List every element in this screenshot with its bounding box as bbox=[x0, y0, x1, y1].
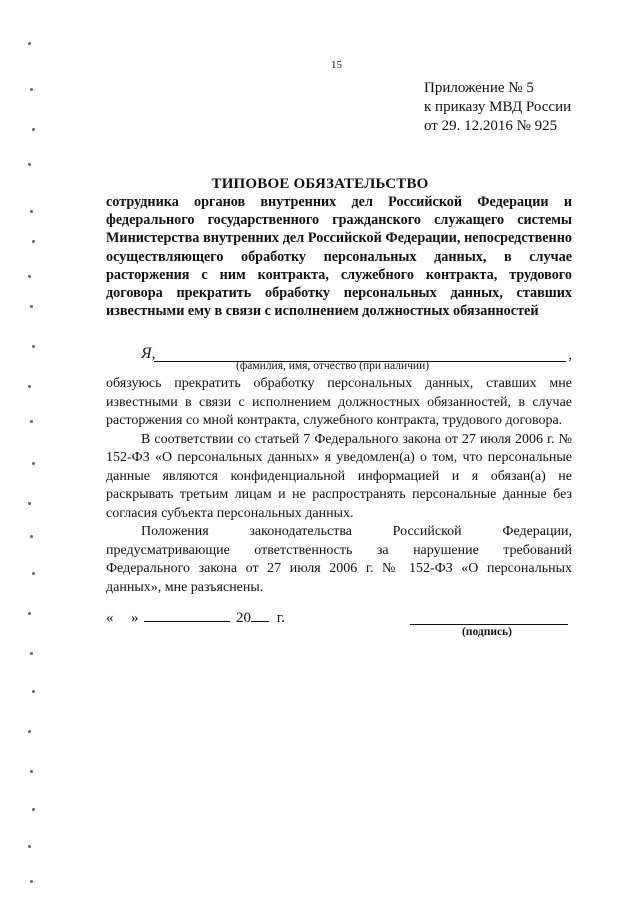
binding-hole bbox=[32, 462, 35, 465]
date-field bbox=[106, 609, 285, 627]
date-close-quote: » bbox=[131, 610, 139, 626]
binding-hole bbox=[32, 690, 35, 693]
binding-hole bbox=[30, 210, 33, 213]
appendix-date: от 29. 12.2016 № 925 bbox=[424, 118, 558, 134]
binding-hole bbox=[32, 808, 35, 811]
paragraph-obligation: обязуюсь прекратить обработку персональных данных, ставших мне известными в связи с исполнением должностных обязанностей, в случае расторжения со мной контракта, служебного контракта, трудового договора. bbox=[106, 376, 572, 428]
month-blank-line[interactable] bbox=[144, 609, 230, 622]
binding-hole bbox=[32, 345, 35, 348]
appendix-order: к приказу МВД России bbox=[424, 99, 572, 115]
binding-hole bbox=[32, 128, 35, 131]
appendix-number: Приложение № 5 bbox=[424, 80, 534, 96]
binding-hole bbox=[28, 845, 31, 848]
binding-hole bbox=[28, 612, 31, 615]
paragraph-responsibility: Положения законодательства Российской Федерации, предусматривающие ответственность за нарушение требований Федерального закона от 27 июля 2006 г. № 152-ФЗ «О персональных данных», мне разъяснены. bbox=[106, 524, 572, 595]
year-suffix: г. bbox=[276, 610, 285, 626]
binding-hole bbox=[28, 502, 31, 505]
paragraph-notification: В соответствии со статьей 7 Федерального закона от 27 июля 2006 г. № 152-ФЗ «О персональных данных» я уведомлен(а) о том, что персональные данные являются конфиденциальной информацией и я обязан(а) не раскрывать третьим лицам и не распространять персональные данные без согласия субъекта персональных данных. bbox=[106, 431, 572, 521]
appendix-header bbox=[424, 79, 571, 136]
binding-hole bbox=[30, 880, 33, 883]
year-blank-line[interactable] bbox=[251, 609, 269, 622]
binding-hole bbox=[30, 535, 33, 538]
binding-hole bbox=[32, 572, 35, 575]
binding-hole bbox=[30, 652, 33, 655]
binding-holes bbox=[28, 0, 40, 905]
subtitle-text: сотрудника органов внутренних дел Российской Федерации и федерального государственного гражданского служащего системы Министерства внутренних дел Российской Федерации, непосредственно осуществляющего обработку персональных данных, в случае расторжения с ним контракта, служебного контракта, трудового договора прекратить обработку персональных данных, ставших известными ему в связи с исполнением должностных обязанностей bbox=[106, 194, 572, 320]
date-open-quote: « bbox=[106, 610, 114, 626]
binding-hole bbox=[32, 240, 35, 243]
binding-hole bbox=[30, 420, 33, 423]
name-caption: (фамилия, имя, отчество (при наличии) bbox=[236, 360, 430, 372]
binding-hole bbox=[30, 305, 33, 308]
year-prefix: 20 bbox=[236, 610, 251, 626]
signature-line[interactable] bbox=[410, 624, 568, 625]
day-blank[interactable] bbox=[117, 621, 127, 622]
name-suffix: , bbox=[568, 347, 572, 363]
document-subtitle bbox=[106, 193, 572, 320]
binding-hole bbox=[28, 42, 31, 45]
binding-hole bbox=[28, 385, 31, 388]
binding-hole bbox=[28, 730, 31, 733]
binding-hole bbox=[30, 88, 33, 91]
document-title: ТИПОВОЕ ОБЯЗАТЕЛЬСТВО bbox=[211, 176, 429, 192]
body-text bbox=[106, 375, 572, 597]
signature-caption: (подпись) bbox=[462, 626, 512, 638]
name-prefix: Я, bbox=[141, 345, 156, 362]
binding-hole bbox=[30, 770, 33, 773]
page-number: 15 bbox=[331, 59, 342, 71]
binding-hole bbox=[28, 163, 31, 166]
binding-hole bbox=[28, 275, 31, 278]
